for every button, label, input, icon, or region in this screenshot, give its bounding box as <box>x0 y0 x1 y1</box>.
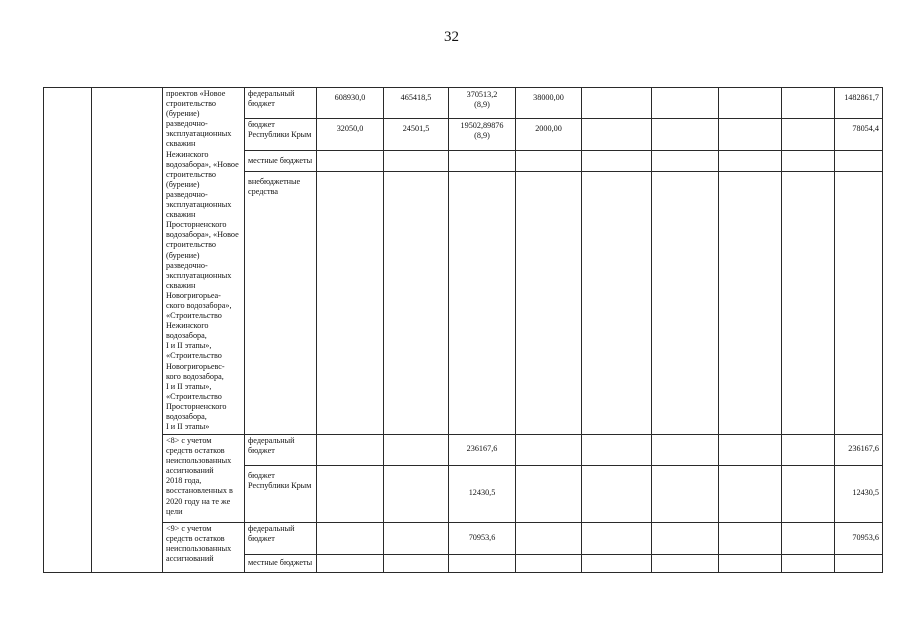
value-cell <box>317 555 384 573</box>
value-cell <box>582 119 652 151</box>
budget-table <box>43 87 883 573</box>
value-cell: 24501,5 <box>384 119 449 151</box>
value-cell: 38000,00 <box>516 88 582 119</box>
value-cell <box>384 466 449 523</box>
value-cell <box>719 119 782 151</box>
value-cell <box>719 151 782 172</box>
value-cell <box>782 523 835 555</box>
value-cell <box>582 172 652 435</box>
value-cell <box>516 151 582 172</box>
value-cell <box>449 172 516 435</box>
value-cell <box>719 435 782 466</box>
footnote-description-cell: <8> с учетом средств остатков неиспользованных ассигнований 2018 года, восстановленных в 2020 году на те же цели <box>163 435 245 523</box>
value-cell <box>652 88 719 119</box>
funding-source-cell: бюджет Республики Крым <box>245 466 317 523</box>
total-cell: 12430,5 <box>835 466 883 523</box>
value-cell <box>449 555 516 573</box>
value-cell: 12430,5 <box>449 466 516 523</box>
table-row <box>44 88 883 119</box>
total-cell: 70953,6 <box>835 523 883 555</box>
value-cell <box>516 172 582 435</box>
value-cell <box>582 435 652 466</box>
total-cell: 1482861,7 <box>835 88 883 119</box>
value-cell <box>652 435 719 466</box>
value-cell <box>317 466 384 523</box>
value-cell <box>652 555 719 573</box>
value-cell <box>516 466 582 523</box>
value-cell: 2000,00 <box>516 119 582 151</box>
value-cell <box>782 119 835 151</box>
value-cell <box>719 555 782 573</box>
value-cell <box>782 151 835 172</box>
value-cell: 236167,6 <box>449 435 516 466</box>
value-cell: 370513,2 (8,9) <box>449 88 516 119</box>
footnote-description-cell: <9> с учетом средств остатков неиспользованных ассигнований <box>163 523 245 573</box>
value-cell <box>719 523 782 555</box>
value-cell <box>835 151 883 172</box>
value-cell <box>317 435 384 466</box>
value-cell <box>582 466 652 523</box>
value-cell <box>449 151 516 172</box>
value-cell: 19502,89876 (8,9) <box>449 119 516 151</box>
description-text: проектов «Новое строительство (бурение) разведочно- эксплуатационных скважин Нежинского водозабора», «Новое строительство (бурение) разведочно- эксплуатационных скважин Просторненского водозабора», «Новое строительство (бурение) разведочно- эксплуатационных скважин Новогригорьеа- ского водозабора», «Строительство Нежинского водозабора, I и II этапы», «Строительство Новогригорьевс- кого водозабора, I и II этапы», «Строительство Просторненского водозабора, I и II этапы» <box>166 89 239 432</box>
value-cell <box>516 523 582 555</box>
value-cell <box>782 555 835 573</box>
value-cell <box>652 466 719 523</box>
value-cell <box>384 523 449 555</box>
value-cell <box>384 555 449 573</box>
funding-source-cell: внебюджетные средства <box>245 172 317 435</box>
value-cell <box>782 88 835 119</box>
row-number-cell <box>44 88 92 573</box>
value-cell <box>516 435 582 466</box>
value-cell <box>652 523 719 555</box>
value-cell <box>582 555 652 573</box>
value-cell <box>719 172 782 435</box>
value-cell <box>582 523 652 555</box>
value-cell: 608930,0 <box>317 88 384 119</box>
funding-source-cell: федеральный бюджет <box>245 523 317 555</box>
table-row <box>44 523 883 555</box>
value-cell <box>317 151 384 172</box>
value-cell <box>384 151 449 172</box>
value-cell <box>516 555 582 573</box>
value-cell <box>652 172 719 435</box>
value-cell: 70953,6 <box>449 523 516 555</box>
funding-source-cell: местные бюджеты <box>245 151 317 172</box>
value-cell <box>782 435 835 466</box>
value-cell <box>652 151 719 172</box>
table-row <box>44 435 883 466</box>
value-cell <box>384 435 449 466</box>
funding-source-cell: федеральный бюджет <box>245 88 317 119</box>
value-cell <box>582 88 652 119</box>
funding-source-cell: федеральный бюджет <box>245 435 317 466</box>
value-cell <box>835 555 883 573</box>
total-cell: 236167,6 <box>835 435 883 466</box>
value-cell <box>719 88 782 119</box>
value-cell <box>582 151 652 172</box>
page-number: 32 <box>444 29 459 45</box>
value-cell <box>835 172 883 435</box>
value-cell: 465418,5 <box>384 88 449 119</box>
value-cell <box>384 172 449 435</box>
value-cell <box>719 466 782 523</box>
value-cell <box>782 466 835 523</box>
total-cell: 78054,4 <box>835 119 883 151</box>
value-cell <box>317 172 384 435</box>
measure-name-cell <box>92 88 163 573</box>
value-cell <box>782 172 835 435</box>
value-cell <box>652 119 719 151</box>
project-description-cell <box>163 88 245 435</box>
funding-source-cell: бюджет Республики Крым <box>245 119 317 151</box>
value-cell: 32050,0 <box>317 119 384 151</box>
funding-source-cell: местные бюджеты <box>245 555 317 573</box>
value-cell <box>317 523 384 555</box>
